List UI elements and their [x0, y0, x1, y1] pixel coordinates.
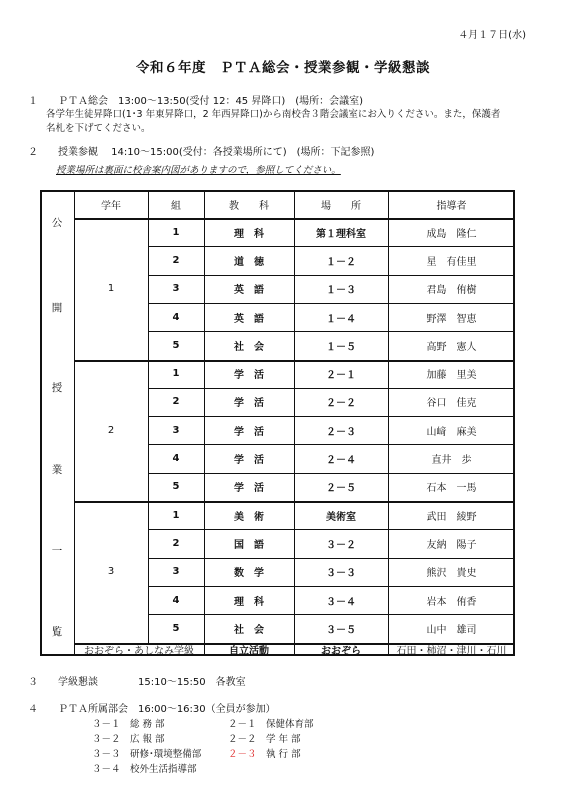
place-cell: ３－３ [326, 568, 356, 580]
side-label-char: 授 [51, 382, 63, 394]
section-3-text: 学級懇談 15:10～15:50 各教室 [58, 677, 246, 688]
section-2-heading [28, 143, 374, 158]
teacher-cell: 直井 歩 [431, 455, 472, 467]
kumi-cell: 1 [172, 368, 180, 380]
committee-left-2: ３－２ 広 報 部 [92, 734, 165, 745]
section-2-note: 授業場所は裏面に校舎案内図がありますので，参照してください。 [56, 165, 341, 176]
side-label-char: 公 [51, 217, 63, 229]
teacher-cell: 星 有佳里 [426, 256, 477, 268]
header-cell: 場 所 [321, 200, 361, 212]
teacher-cell: 石本 一馬 [426, 483, 477, 495]
section-4-text: ＰＴＡ所属部会 16:00～16:30（全員が参加） [58, 704, 276, 715]
committee-left-4: ３－４ 校外生活指導部 [92, 764, 197, 775]
subject-cell: 学 活 [234, 455, 264, 467]
place-cell: おおぞら [321, 645, 361, 657]
subject-cell: 美 術 [234, 511, 264, 523]
kumi-cell: 5 [172, 481, 180, 493]
place-cell: ２－１ [326, 370, 356, 382]
date: ４月１７日(水) [458, 30, 526, 41]
place-cell: １－４ [326, 313, 356, 325]
subject-cell: 道 徳 [234, 256, 264, 268]
section-1-body-line2: 名札を下げてください。 [46, 123, 151, 134]
teacher-cell: 山﨑 麻美 [426, 426, 477, 438]
teacher-cell: 友納 陽子 [426, 539, 477, 551]
section-1-num: １ [28, 96, 38, 107]
kumi-cell: 5 [172, 622, 180, 634]
section-2-text: 授業参観 14:10～15:00(受付：各授業場所にて) (場所：下記参照) [58, 147, 375, 158]
kumi-cell: 3 [172, 424, 180, 436]
teacher-cell: 熊沢 貴史 [426, 568, 477, 580]
kumi-cell: 4 [172, 453, 180, 465]
grade-cell: 3 [107, 566, 115, 578]
subject-cell: 自立活動 [229, 645, 269, 657]
place-cell: ２－４ [326, 455, 356, 467]
section-2-num: ２ [28, 147, 38, 158]
side-label-char: 一 [51, 545, 63, 557]
teacher-cell: 君島 侑樹 [426, 285, 477, 297]
kumi-cell: 5 [172, 339, 180, 351]
place-cell: １－５ [326, 341, 356, 353]
subject-cell: 英 語 [234, 285, 264, 297]
place-cell: ２－２ [326, 398, 356, 410]
place-cell: ２－３ [326, 426, 356, 438]
kumi-cell: 2 [172, 254, 180, 266]
place-cell: ３－５ [326, 624, 356, 636]
kumi-cell: 4 [172, 594, 180, 606]
place-cell: １－２ [326, 256, 356, 268]
subject-cell: 理 科 [234, 596, 264, 608]
header-cell: 教 科 [229, 200, 269, 212]
teacher-cell: 武田 綾野 [426, 511, 477, 523]
teacher-cell: 岩本 侑香 [426, 596, 477, 608]
subject-cell: 社 会 [234, 624, 264, 636]
committee-right-3-name: 執 行 部 [266, 749, 301, 760]
place-cell: 美術室 [326, 511, 356, 523]
place-cell: ３－２ [326, 539, 356, 551]
place-cell: 第１理科室 [316, 228, 366, 240]
committee-left-1: ３－１ 総 務 部 [92, 719, 165, 730]
teacher-cell: 谷口 佳克 [426, 398, 477, 410]
side-label-char: 覧 [51, 626, 63, 638]
section-3-heading [28, 673, 246, 688]
section-4-num: ４ [28, 704, 38, 715]
committee-right-3-code: ２－３ [228, 749, 257, 760]
kumi-cell: 1 [172, 226, 180, 238]
special-class-cell: おおぞら・あしなみ学級 [84, 645, 194, 657]
teacher-cell: 山中 雄司 [426, 624, 477, 636]
grade-cell: 2 [107, 424, 115, 436]
side-label-char: 開 [51, 302, 63, 314]
section-1-text: ＰＴＡ総会 13:00～13:50(受付 12：45 昇降口) (場所：会議室) [58, 96, 364, 107]
section-1-body-line1: 各学年生徒昇降口(1･3 年東昇降口，2 年西昇降口)から南校舎３階会議室にお入りください。また，保護者 [46, 109, 501, 120]
committee-left-3: ３－３ 研修･環境整備部 [92, 749, 202, 760]
grade-cell: 1 [107, 283, 115, 295]
subject-cell: 理 科 [234, 228, 264, 240]
subject-cell: 学 活 [234, 398, 264, 410]
header-cell: 学年 [101, 200, 121, 212]
place-cell: ３－４ [326, 596, 356, 608]
kumi-cell: 2 [172, 396, 180, 408]
side-label-char: 業 [51, 464, 63, 476]
teacher-cell: 成島 隆仁 [426, 228, 477, 240]
kumi-cell: 2 [172, 537, 180, 549]
subject-cell: 学 活 [234, 426, 264, 438]
section-4-heading [28, 700, 276, 715]
teacher-cell: 加藤 里美 [426, 370, 477, 382]
page-title: 令和６年度 ＰＴＡ総会・授業参観・学級懇談 [136, 60, 430, 76]
teacher-cell: 野澤 智恵 [426, 313, 477, 325]
header-cell: 組 [171, 200, 181, 212]
kumi-cell: 3 [172, 566, 180, 578]
place-cell: ２－５ [326, 483, 356, 495]
subject-cell: 英 語 [234, 313, 264, 325]
teacher-cell: 高野 憲人 [426, 341, 477, 353]
place-cell: １－３ [326, 285, 356, 297]
subject-cell: 学 活 [234, 483, 264, 495]
kumi-cell: 4 [172, 311, 180, 323]
subject-cell: 国 語 [234, 539, 264, 551]
subject-cell: 学 活 [234, 370, 264, 382]
subject-cell: 数 学 [234, 568, 264, 580]
committee-right-1: ２－１ 保健体育部 [228, 719, 314, 730]
section-3-num: ３ [28, 677, 38, 688]
subject-cell: 社 会 [234, 341, 264, 353]
kumi-cell: 1 [172, 509, 180, 521]
header-cell: 指導者 [436, 200, 467, 212]
committee-right-2: ２－２ 学 年 部 [228, 734, 301, 745]
teacher-cell: 石田・柿沼・津川・石川 [396, 645, 507, 657]
kumi-cell: 3 [172, 283, 180, 295]
committee-right-3 [228, 746, 301, 760]
section-1-heading [28, 92, 363, 107]
